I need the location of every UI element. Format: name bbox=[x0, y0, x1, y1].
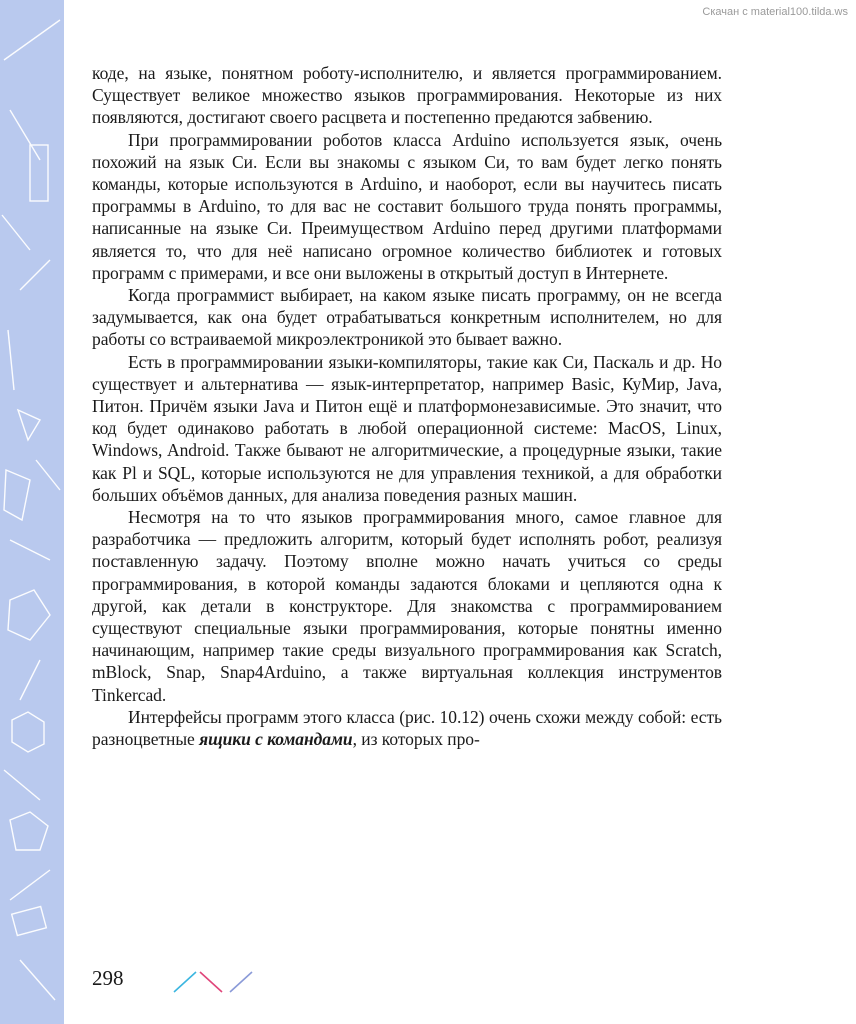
download-watermark: Скачан с material100.tilda.ws bbox=[702, 6, 848, 18]
geometric-pattern-icon bbox=[0, 0, 64, 1024]
slash-marks-icon bbox=[170, 968, 260, 994]
paragraph-choice bbox=[92, 284, 722, 351]
paragraph-text: , из которых про- bbox=[352, 729, 480, 750]
emphasized-term: ящики с командами bbox=[199, 729, 353, 750]
decorative-side-band bbox=[0, 0, 64, 1024]
paragraph-continuation bbox=[92, 62, 722, 129]
paragraph-text: Есть в программировании языки-компиляторы, такие как Си, Паскаль и др. Но существует и альтернатива — язык-интерпретатор, например Basic, КуМир, Java, Питон. Причём языки Java и Питон ещё и платформонезависимые. Это значит, что код будет одинаково работать в любой операционной системе: MacOS, Linux, Windows, Android. Также бывают не алгоритмические, а процедурные языки, такие как Pl и SQL, которые используются не для управления техникой, а для обработки больших объёмов данных, для анализа поведения разных машин. bbox=[92, 351, 722, 505]
page-number: 298 bbox=[92, 966, 124, 990]
paragraph-compilers bbox=[92, 351, 722, 506]
paragraph-text: При программировании роботов класса Arduino используется язык, очень похожий на язык Си. Если вы знакомы с языком Си, то вам будет легко понять команды, которые используются в Arduino, и наоборот, если вы научитесь писать программы в Arduino, то для вас не составит большого труда понять программы, написанные на языке Си. Преимуществом Arduino перед другими платформами является то, что для неё написано огромное количество библиотек и готовых программ с примерами, и все они выложены в открытый доступ в Интернете. bbox=[92, 129, 722, 283]
body-text bbox=[92, 62, 722, 750]
paragraph-text: Интерфейсы программ этого класса (рис. 10.12) очень схожи между собой: есть разноцветные bbox=[92, 706, 722, 750]
paragraph-text: коде, на языке, понятном роботу-исполнителю, и является программированием. Существует великое множество языков программирования. Некоторые из них появляются, достигают своего расцвета и постепенно предаются забвению. bbox=[92, 63, 722, 128]
paragraph-text: Несмотря на то что языков программирования много, самое главное для разработчика — предложить алгоритм, который будет исполнять робот, реализуя поставленную задачу. Поэтому вполне можно начать учиться со среды программирования, в которой команды задаются блоками и цепляются одна к другой, как детали в конструкторе. Для знакомства с программированием существуют специальные языки программирования, которые понятны именно начинающим, например такие среды визуального программирования как Scratch, mBlock, Snap, Snap4Arduino, а также виртуальная коллекция инструментов Tinkercad. bbox=[92, 507, 722, 705]
paragraph-arduino bbox=[92, 129, 722, 284]
paragraph-text: Когда программист выбирает, на каком языке писать программу, он не всегда задумывается, как она будет отрабатываться конкретным исполнителем, но для работы со встраиваемой микроэлектроникой это бывает важно. bbox=[92, 285, 722, 350]
paragraph-visual-programming bbox=[92, 506, 722, 706]
paragraph-interfaces bbox=[92, 706, 722, 750]
